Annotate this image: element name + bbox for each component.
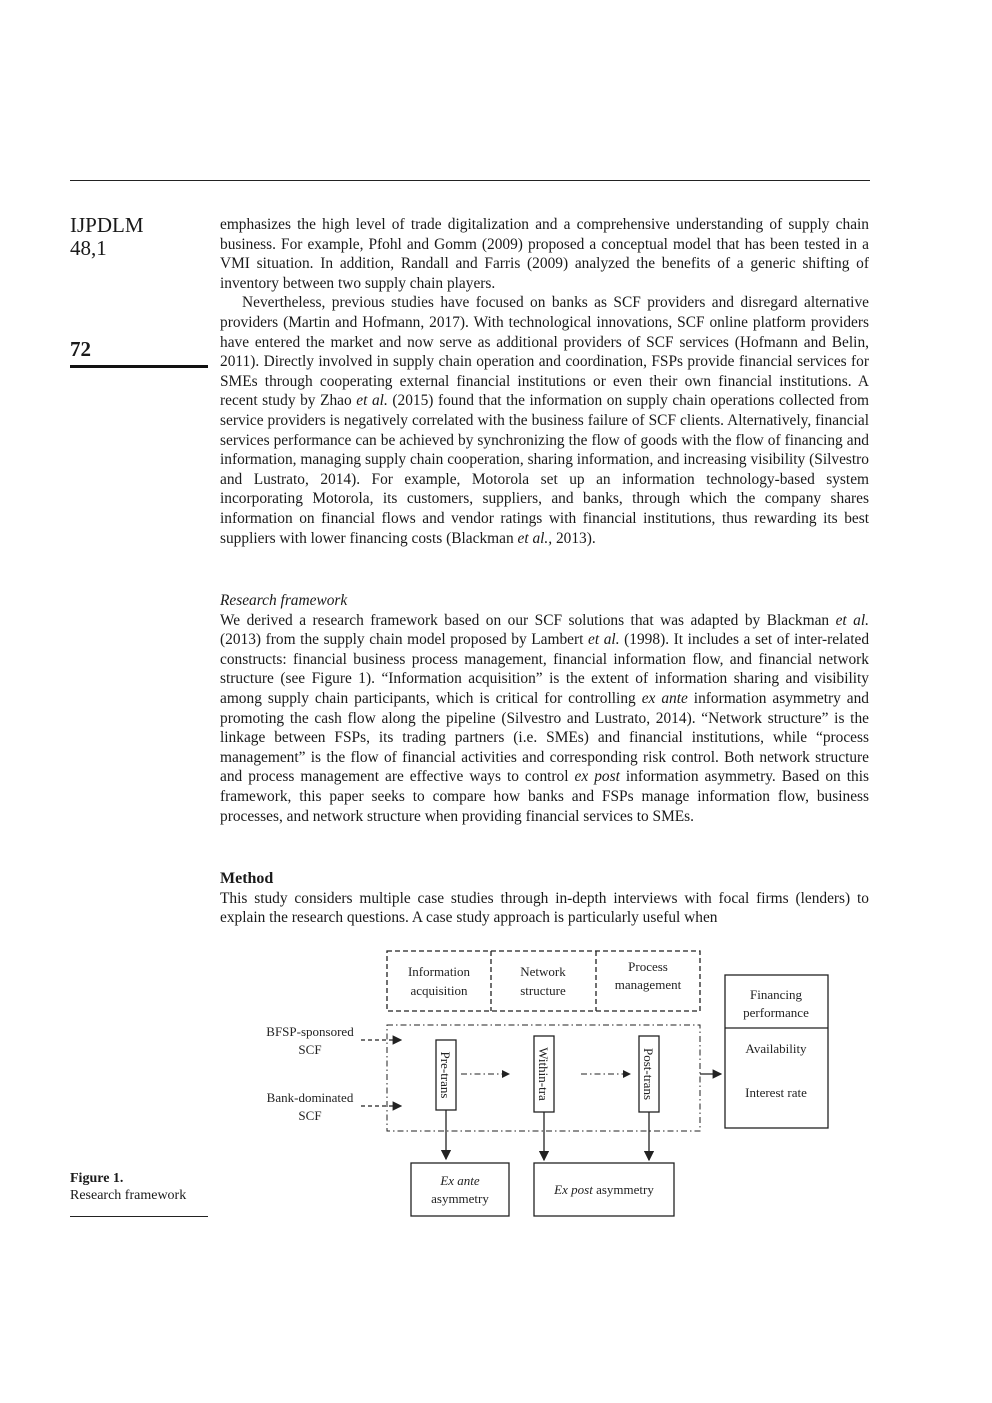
financing-performance-title: Financing — [750, 987, 802, 1002]
italic-run: et al., — [517, 529, 553, 547]
scf-types — [266, 1024, 401, 1123]
info-acquisition-label: Information — [407, 964, 471, 979]
body-section-1 — [220, 215, 869, 548]
network-structure-label: structure — [520, 983, 566, 998]
journal-volume: 48,1 — [70, 236, 107, 260]
body-section-3 — [220, 869, 869, 928]
body-section-2 — [220, 591, 869, 826]
bank-dominated-label: Bank-dominated — [266, 1090, 354, 1105]
text-run: (2013) from the supply chain model proposed by Lambert — [220, 631, 589, 649]
research-framework-heading: Research framework — [220, 592, 348, 609]
page-number-rule — [70, 365, 208, 368]
paragraph-1: emphasizes the high level of trade digitalization and a comprehensive understanding of supply chain business. For example, Pfohl and Gomm (2009) proposed a conceptual model that has been tested in a VMI situation. In addition, Randall and Farris (2009) analyzed the benefits of a generic shifting of inventory between two supply chain players. — [220, 216, 869, 292]
italic-run: et al. — [356, 392, 388, 410]
process-management-label: Process — [628, 959, 668, 974]
text-run: (1998). It includes a set of inter-related constructs: financial business process management, financial information flow, and financial network structure (see Figure 1). “Information acquisition” is the extent of information sharing and visibility among supply chain participants, which is critical for controlling — [220, 631, 870, 707]
text-run: Nevertheless, previous studies have focused on banks as SCF providers and disregard alternative providers (Martin and Hofmann, 2017). With technological innovations, SCF online platform providers have entered the market and now serve as additional providers of SCF services (Hofmann and Belin, 2011). Directly involved in supply chain operation and coordination, FSPs provide financial services for SMEs through cooperating external financial institutions or even their own financial institutions. A recent study by Zhao — [220, 294, 869, 410]
journal-info — [70, 214, 144, 260]
research-framework-paragraph — [220, 611, 869, 827]
ex-ante-label: Ex ante — [440, 1173, 480, 1188]
ex-post-italic: Ex post — [554, 1182, 593, 1197]
ex-ante-box — [411, 1163, 509, 1216]
pre-trans-label: Pre-trans — [438, 1051, 453, 1099]
caption-rule — [70, 1216, 208, 1217]
italic-run: et al. — [835, 611, 869, 629]
method-heading: Method — [220, 870, 274, 887]
journal-name: IJPDLM — [70, 213, 144, 237]
text-run: information asymmetry and promoting the cash flow along the pipeline (Silvestro and Lustrato, 2014). “Network structure” is the linkage between FSPs, its trading partners (i.e. SMEs) and financial institutions, while “process management” is the flow of financial activities and corresponding risk control. Both network structure and process management are effective ways to control — [220, 689, 869, 786]
financing-performance-title: performance — [743, 1005, 809, 1020]
info-acquisition-label: acquisition — [410, 983, 468, 998]
ex-post-label — [553, 1182, 654, 1197]
bank-dominated-label: SCF — [298, 1108, 322, 1123]
italic-run: ex post — [574, 768, 620, 786]
ex-ante-label: asymmetry — [431, 1191, 489, 1206]
financing-performance-box — [725, 975, 828, 1128]
top-dashed-group — [387, 951, 700, 1011]
text-run: We derived a research framework based on our SCF solutions that was adapted by Blackman — [220, 611, 836, 629]
figure-caption — [70, 1170, 186, 1204]
italic-run: et al. — [588, 631, 620, 649]
post-trans-label: Post-trans — [641, 1048, 656, 1100]
text-run: information asymmetry. Based on this framework, this paper seeks to compare how banks and FSPs manage information flow, business processes, and network structure when providing financial services to SMEs. — [220, 768, 869, 825]
research-framework-diagram — [255, 945, 835, 1225]
method-paragraph: This study considers multiple case studies through in-depth interviews with focal firms (lenders) to explain the research questions. A case study approach is particularly useful when — [220, 889, 869, 927]
availability-label: Availability — [745, 1041, 807, 1056]
page-number: 72 — [70, 337, 91, 361]
text-run: (2015) found that the information on supply chain operations collected from service providers is negatively correlated with the business failure of SCF clients. Alternatively, financial services performance can be achieved by synchronizing the flow of goods with the flow of financing and information, managing supply chain cooperation, sharing information, and increasing visibility (Silvestro and Lustrato, 2014). For example, Motorola set up an information technology-based system incorporating Motorola, its customers, suppliers, and banks, through which the company shares information on financial flows and vendor ratings with financial institutions, thus rewarding its best suppliers with lower financing costs (Blackman — [220, 392, 869, 547]
network-structure-label: Network — [520, 964, 566, 979]
within-tra-label: Within-tra — [536, 1047, 551, 1101]
ex-post-rest: asymmetry — [592, 1182, 654, 1197]
italic-run: ex ante — [641, 689, 688, 707]
figure-label: Figure 1. — [70, 1171, 124, 1186]
bfsp-sponsored-label: BFSP-sponsored — [266, 1024, 354, 1039]
interest-rate-label: Interest rate — [745, 1085, 807, 1100]
header-rule — [70, 180, 870, 181]
text-run: 2013). — [552, 529, 596, 547]
bfsp-sponsored-label: SCF — [298, 1042, 322, 1057]
figure-title: Research framework — [70, 1188, 187, 1203]
transaction-phases — [436, 1036, 721, 1112]
process-management-label: management — [614, 977, 682, 992]
asymmetry-outcomes — [411, 1110, 674, 1216]
paragraph-2 — [220, 293, 869, 548]
